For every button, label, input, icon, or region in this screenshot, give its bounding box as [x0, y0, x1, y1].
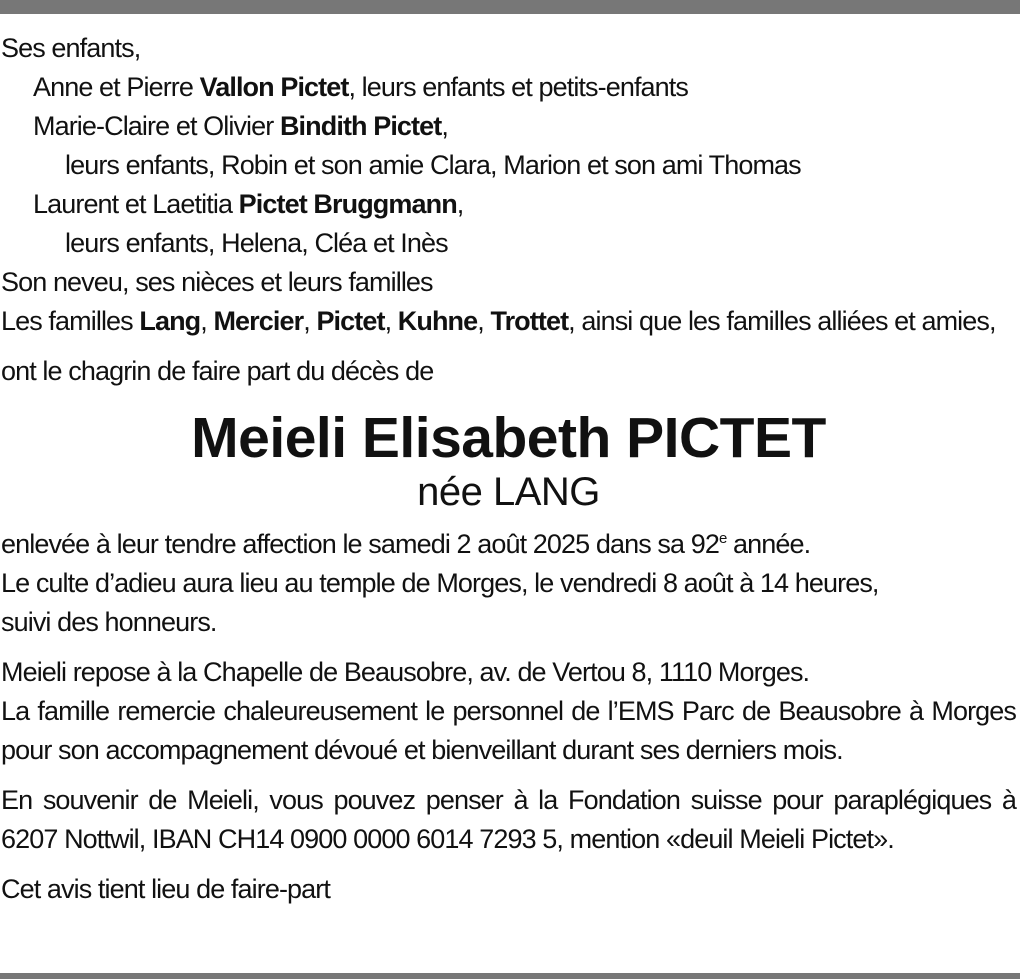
family-children-bindith: leurs enfants, Robin et son amie Clara, Marion et son ami Thomas	[65, 150, 801, 180]
families-separator: ,	[384, 306, 398, 336]
family-line-vallon	[1, 68, 1016, 107]
ordinal-suffix: e	[718, 530, 727, 547]
families-separator: ,	[200, 306, 214, 336]
repose-line: Meieli repose à la Chapelle de Beausobre, av. de Vertou 8, 1110 Morges.	[1, 657, 810, 687]
family-given-names: Laurent et Laetitia	[33, 189, 239, 219]
family-surname: Pictet Bruggmann	[238, 189, 457, 219]
family-rest: , leurs enfants et petits-enfants	[348, 72, 688, 102]
announcement-line: ont le chagrin de faire part du décès de	[1, 356, 434, 386]
families-suffix: , ainsi que les familles alliées et amies,	[568, 306, 996, 336]
family-name-trottet: Trottet	[490, 306, 569, 336]
family-given-names: Anne et Pierre	[33, 72, 200, 102]
passing-text-end: année.	[726, 529, 811, 559]
family-surname: Vallon Pictet	[199, 72, 349, 102]
bottom-rule	[0, 973, 1020, 979]
service-line: Le culte d’adieu aura lieu au temple de Morges, le vendredi 8 août à 14 heures,	[1, 568, 879, 598]
maiden-name: née LANG	[417, 470, 600, 514]
family-children-bruggmann: leurs enfants, Helena, Cléa et Inès	[65, 228, 448, 258]
service-line-continued: suivi des honneurs.	[1, 607, 217, 637]
passing-text: enlevée à leur tendre affection le samedi 2 août 2025 dans sa 92	[1, 529, 719, 559]
family-rest: ,	[456, 189, 464, 219]
family-rest: ,	[441, 111, 448, 141]
top-rule	[0, 0, 1020, 14]
nephew-line: Son neveu, ses nièces et leurs familles	[1, 267, 433, 297]
family-name-mercier: Mercier	[213, 306, 304, 336]
donation-paragraph: En souvenir de Meieli, vous pouvez penser à la Fondation suisse pour paraplégiques à 6207 Nottwil, IBAN CH14 0900 0000 6014 7293 5, mention «deuil Meieli Pictet».	[1, 785, 1016, 854]
families-separator: ,	[477, 306, 491, 336]
family-surname: Bindith Pictet	[279, 111, 442, 141]
family-name-pictet: Pictet	[316, 306, 385, 336]
family-line-bruggmann	[1, 185, 1016, 224]
family-line-bindith	[1, 107, 1016, 146]
obituary-notice	[1, 29, 1016, 909]
allied-families-line	[1, 302, 1016, 341]
families-prefix: Les familles	[1, 306, 140, 336]
intro-line: Ses enfants,	[1, 33, 141, 63]
deceased-name: Meieli Elisabeth PICTET	[191, 406, 826, 470]
family-given-names: Marie-Claire et Olivier	[33, 111, 280, 141]
family-name-lang: Lang	[139, 306, 201, 336]
families-separator: ,	[303, 306, 317, 336]
passing-line	[1, 525, 1016, 564]
closing-line: Cet avis tient lieu de faire-part	[1, 874, 330, 904]
family-name-kuhne: Kuhne	[397, 306, 478, 336]
thanks-paragraph: La famille remercie chaleureusement le personnel de l’EMS Parc de Beausobre à Morges pour son accompagnement dévoué et bienveillant durant ses derniers mois.	[1, 696, 1016, 765]
